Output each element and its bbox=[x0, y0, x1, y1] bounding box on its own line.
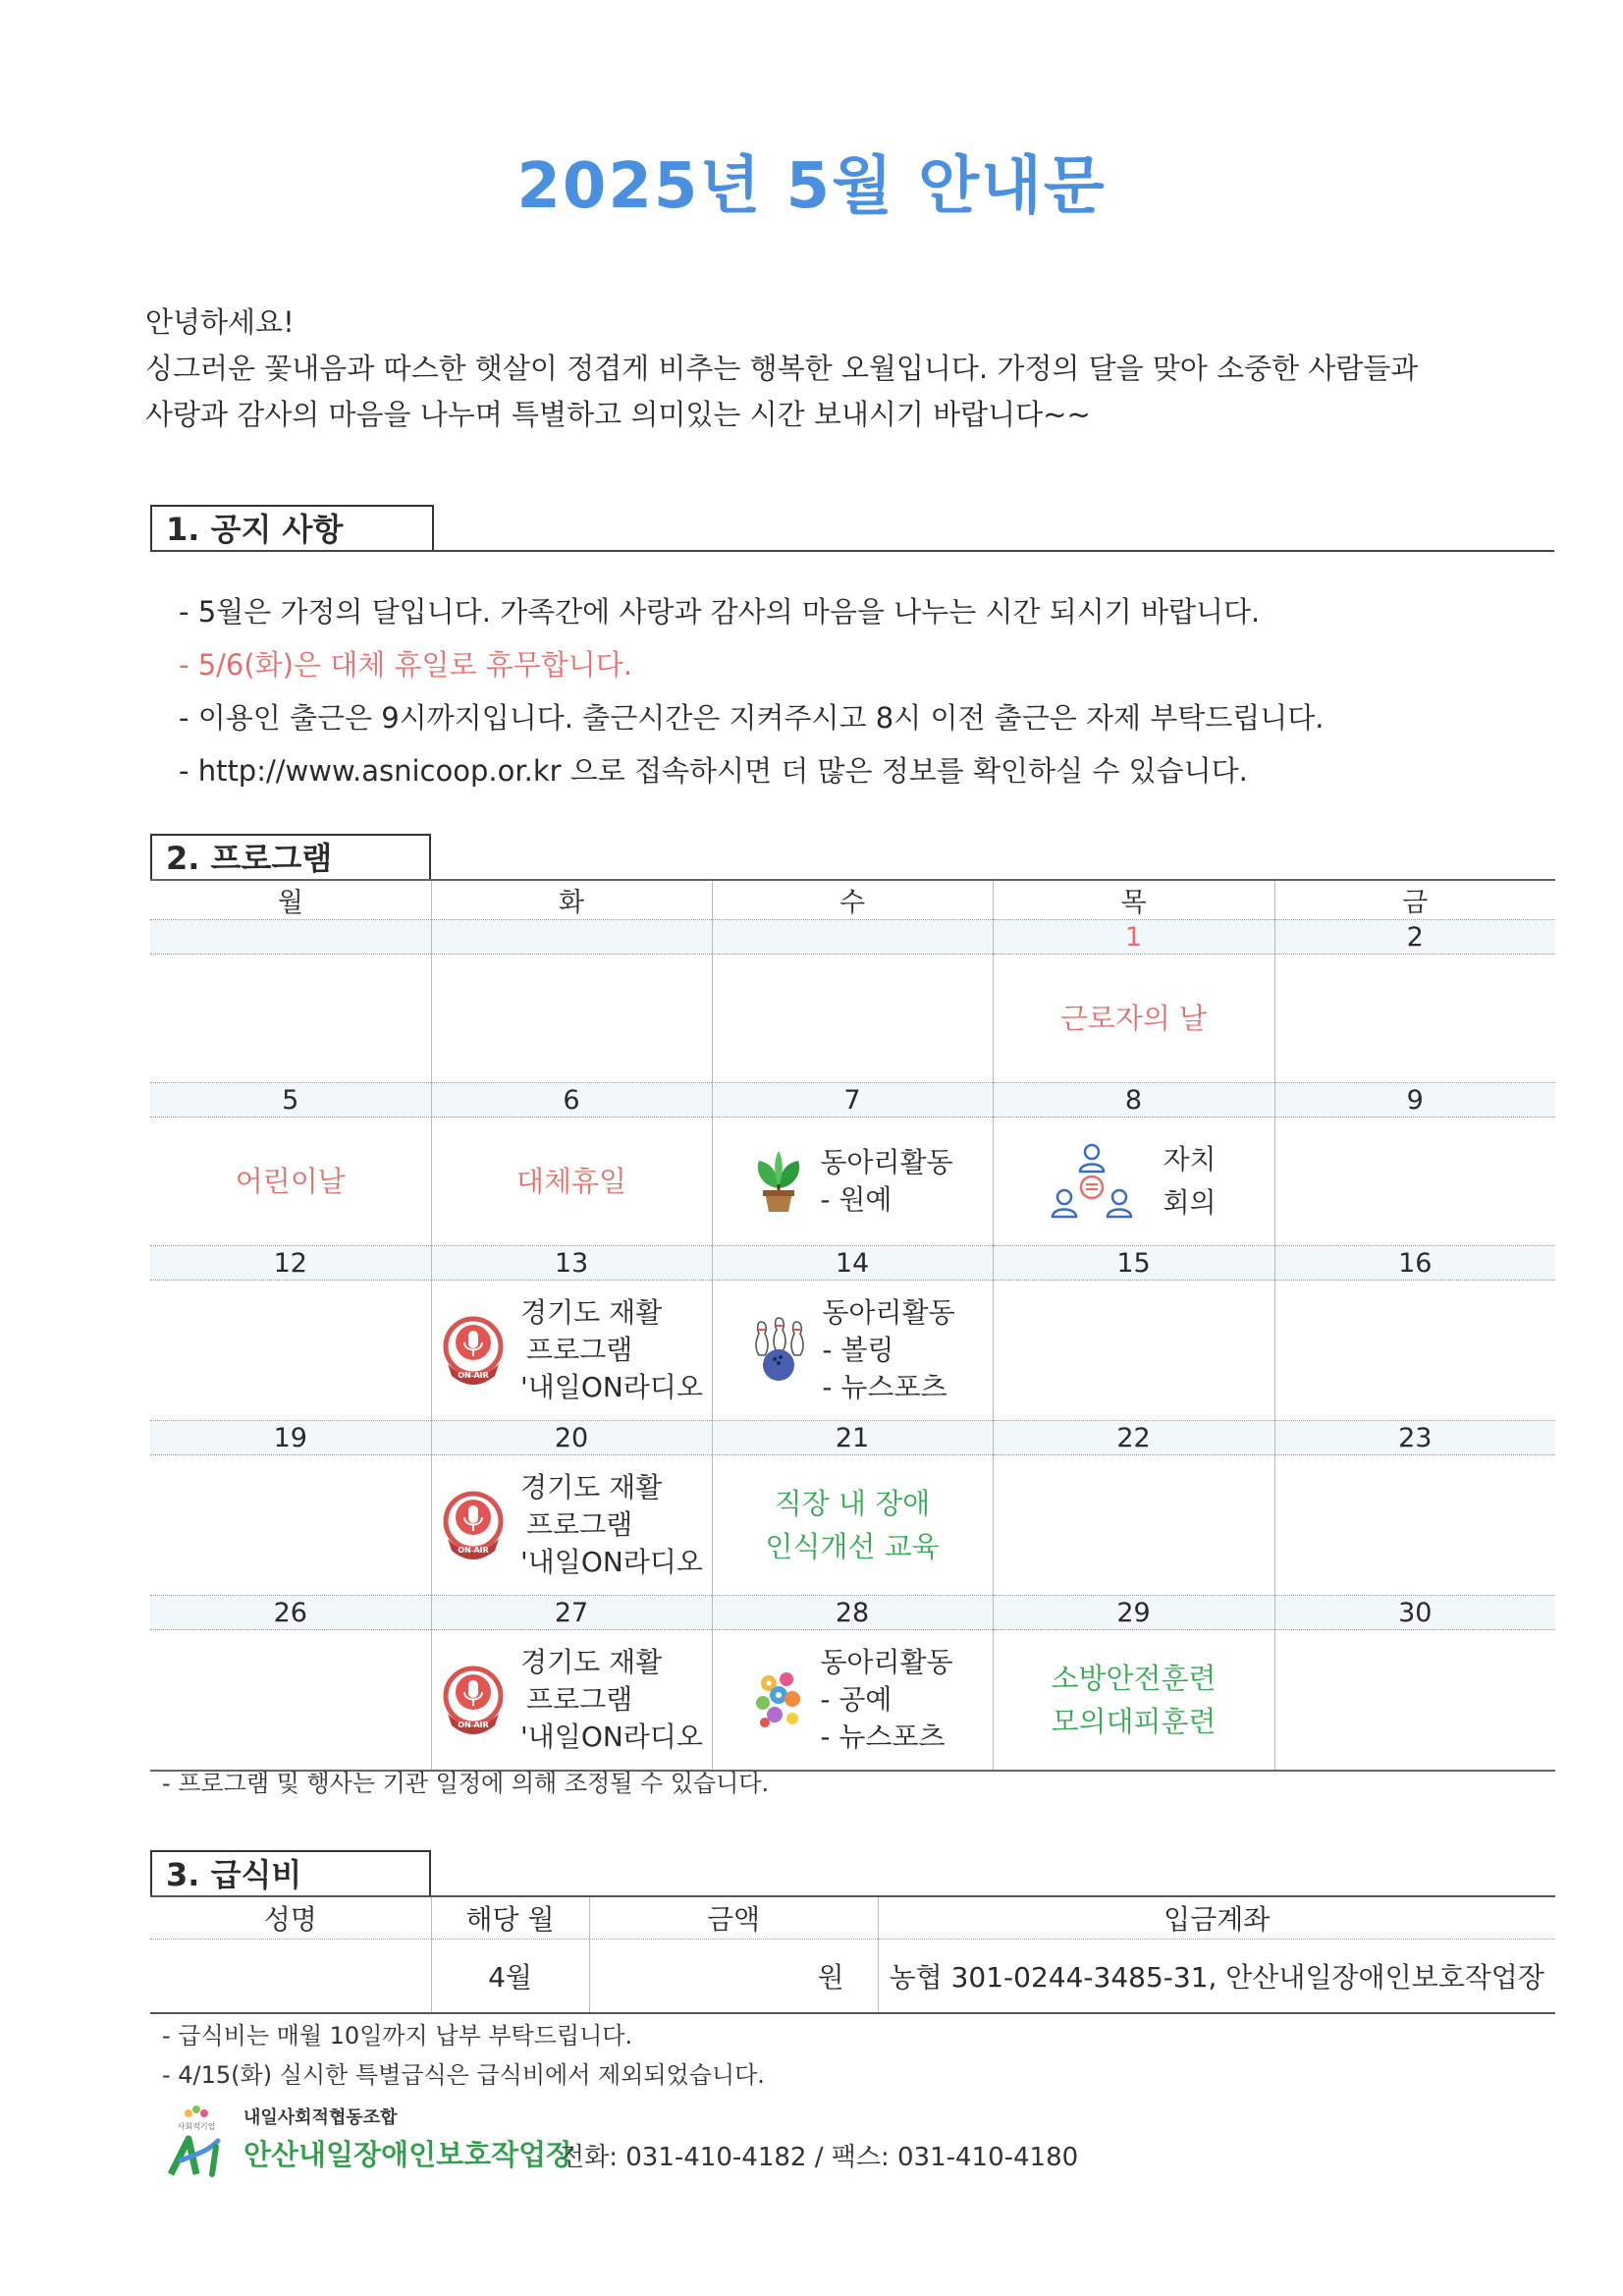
intro bbox=[145, 300, 1559, 438]
meeting-people-icon bbox=[1051, 1140, 1133, 1223]
date-cell: 30 bbox=[1274, 1596, 1555, 1630]
date-cell: 9 bbox=[1274, 1083, 1555, 1118]
event-cell bbox=[1274, 1281, 1555, 1421]
fee-note: - 급식비는 매월 10일까지 납부 부탁드립니다. bbox=[162, 2022, 633, 2050]
date-row bbox=[150, 920, 1555, 955]
date-cell: 2 bbox=[1274, 920, 1555, 955]
date-cell: 12 bbox=[150, 1246, 431, 1281]
event-row bbox=[150, 1455, 1555, 1596]
coop-name: 내일사회적협동조합 bbox=[243, 2107, 398, 2128]
event-cell bbox=[993, 1118, 1274, 1246]
header-account: 입금계좌 bbox=[878, 1896, 1555, 1940]
date-row bbox=[150, 1596, 1555, 1630]
event-cell bbox=[150, 955, 431, 1083]
substitute-holiday-label: 대체휴일 bbox=[515, 1165, 627, 1198]
fee-amount: 원 bbox=[589, 1940, 878, 2014]
event-line: 자치 bbox=[1163, 1143, 1217, 1175]
greeting: 안녕하세요! bbox=[145, 305, 295, 339]
org-name: 안산내일장애인보호작업장 bbox=[243, 2138, 574, 2171]
on-air-radio-icon bbox=[440, 1665, 507, 1735]
on-air-badge-text: ON AIR bbox=[458, 1546, 489, 1555]
on-air-radio-icon bbox=[440, 1490, 507, 1560]
event-line: 프로그램 bbox=[526, 1683, 633, 1716]
on-air-badge-text: ON AIR bbox=[458, 1371, 489, 1380]
weekday-wed: 수 bbox=[712, 880, 993, 920]
event-cell bbox=[431, 1281, 712, 1421]
weekday-tue: 화 bbox=[431, 880, 712, 920]
event-cell bbox=[1274, 1118, 1555, 1246]
fee-month: 4월 bbox=[431, 1940, 589, 2014]
weekday-thu: 목 bbox=[993, 880, 1274, 920]
event-line: - 볼링 bbox=[822, 1334, 894, 1366]
event-line: '내일ON라디오 bbox=[520, 1721, 703, 1753]
event-line: 프로그램 bbox=[526, 1334, 633, 1366]
event-cell bbox=[1274, 955, 1555, 1083]
date-row bbox=[150, 1246, 1555, 1281]
event-line: 동아리활동 bbox=[820, 1646, 953, 1678]
event-cell bbox=[993, 1281, 1274, 1421]
date-cell: 26 bbox=[150, 1596, 431, 1630]
event-line: 소방안전훈련 bbox=[1051, 1662, 1217, 1695]
date-cell: 5 bbox=[150, 1083, 431, 1118]
event-cell bbox=[150, 1118, 431, 1246]
date-cell: 28 bbox=[712, 1596, 993, 1630]
notice-item-website: - http://www.asnicoop.or.kr 으로 접속하시면 더 많은 정보를 확인하실 수 있습니다. bbox=[179, 744, 1553, 797]
fee-note: - 4/15(화) 실시한 특별급식은 급식비에서 제외되었습니다. bbox=[162, 2061, 765, 2089]
date-cell: 16 bbox=[1274, 1246, 1555, 1281]
event-line: 경기도 재활 bbox=[520, 1296, 663, 1329]
event-line: 회의 bbox=[1163, 1186, 1217, 1219]
event-line: 프로그램 bbox=[526, 1508, 633, 1541]
event-row bbox=[150, 1281, 1555, 1421]
date-cell: 19 bbox=[150, 1421, 431, 1455]
event-row bbox=[150, 1630, 1555, 1772]
event-line: - 뉴스포츠 bbox=[820, 1721, 946, 1753]
date-cell: 22 bbox=[993, 1421, 1274, 1455]
event-row bbox=[150, 955, 1555, 1083]
bowling-icon bbox=[749, 1316, 808, 1385]
date-cell: 7 bbox=[712, 1083, 993, 1118]
event-line: '내일ON라디오 bbox=[520, 1371, 703, 1403]
weekday-mon: 월 bbox=[150, 880, 431, 920]
notice-item-holiday: - 5/6(화)은 대체 휴일로 휴무합니다. bbox=[179, 638, 1553, 691]
contact-info: 전화: 031-410-4182 / 팩스: 031-410-4180 bbox=[560, 2143, 1079, 2172]
event-cell bbox=[993, 1630, 1274, 1772]
date-cell: 6 bbox=[431, 1083, 712, 1118]
date-cell: 20 bbox=[431, 1421, 712, 1455]
date-cell: 13 bbox=[431, 1246, 712, 1281]
event-line: 동아리활동 bbox=[820, 1146, 953, 1178]
org-logo-icon bbox=[167, 2100, 236, 2178]
event-cell bbox=[712, 1118, 993, 1246]
potted-plant-icon bbox=[751, 1149, 806, 1214]
event-line: '내일ON라디오 bbox=[520, 1546, 703, 1578]
weekday-fri: 금 bbox=[1274, 880, 1555, 920]
event-line: 동아리활동 bbox=[822, 1296, 955, 1329]
labor-day-label: 근로자의 날 bbox=[1059, 1002, 1208, 1035]
page-title: 2025년 5월 안내문 bbox=[516, 150, 1107, 223]
event-line: 경기도 재활 bbox=[520, 1646, 663, 1678]
fee-row bbox=[150, 1940, 1555, 2014]
date-cell: 15 bbox=[993, 1246, 1274, 1281]
event-line: - 공예 bbox=[820, 1683, 893, 1716]
event-line: 인식개선 교육 bbox=[765, 1530, 940, 1563]
date-cell bbox=[712, 920, 993, 955]
section1-heading: 1. 공지 사항 bbox=[150, 505, 434, 550]
notice-item: - 5월은 가정의 달입니다. 가족간에 사랑과 감사의 마음을 나누는 시간 되시기 바랍니다. bbox=[179, 585, 1553, 638]
event-cell bbox=[993, 1455, 1274, 1596]
program-note: - 프로그램 및 행사는 기관 일정에 의해 조정될 수 있습니다. bbox=[162, 1770, 770, 1797]
event-line: 모의대피훈련 bbox=[1051, 1705, 1217, 1738]
section2-heading: 2. 프로그램 bbox=[150, 834, 431, 879]
date-row bbox=[150, 1421, 1555, 1455]
event-line: - 원예 bbox=[820, 1183, 893, 1216]
header-name: 성명 bbox=[150, 1896, 431, 1940]
event-row bbox=[150, 1118, 1555, 1246]
craft-flowers-icon bbox=[751, 1666, 806, 1734]
date-row bbox=[150, 1083, 1555, 1118]
event-line: 경기도 재활 bbox=[520, 1471, 663, 1503]
date-cell bbox=[150, 920, 431, 955]
event-cell bbox=[712, 955, 993, 1083]
date-cell bbox=[431, 920, 712, 955]
meal-fee-table bbox=[150, 1895, 1555, 2014]
notice-item: - 이용인 출근은 9시까지입니다. 출근시간은 지켜주시고 8시 이전 출근은 자제 부탁드립니다. bbox=[179, 691, 1553, 744]
header-month: 해당 월 bbox=[431, 1896, 589, 1940]
event-cell bbox=[1274, 1455, 1555, 1596]
event-cell bbox=[712, 1455, 993, 1596]
event-cell bbox=[150, 1630, 431, 1772]
event-cell bbox=[431, 955, 712, 1083]
intro-line-2: 사랑과 감사의 마음을 나누며 특별하고 의미있는 시간 보내시기 바랍니다~~ bbox=[145, 398, 1091, 431]
notice-list bbox=[179, 585, 1553, 797]
section1-divider bbox=[150, 550, 1554, 552]
date-cell: 21 bbox=[712, 1421, 993, 1455]
event-cell bbox=[431, 1630, 712, 1772]
event-cell bbox=[993, 955, 1274, 1083]
logo-caption: 사회적기업 bbox=[177, 2122, 216, 2131]
event-cell bbox=[150, 1281, 431, 1421]
event-cell bbox=[1274, 1630, 1555, 1772]
header-amount: 금액 bbox=[589, 1896, 878, 1940]
event-cell bbox=[712, 1630, 993, 1772]
event-line: - 뉴스포츠 bbox=[822, 1371, 947, 1403]
intro-line-1: 싱그러운 꽃내음과 따스한 햇살이 정겹게 비추는 행복한 오월입니다. 가정의 달을 맞아 소중한 사람들과 bbox=[145, 352, 1419, 385]
on-air-radio-icon bbox=[440, 1315, 507, 1386]
event-cell bbox=[150, 1455, 431, 1596]
date-cell: 27 bbox=[431, 1596, 712, 1630]
date-cell: 8 bbox=[993, 1083, 1274, 1118]
date-cell: 23 bbox=[1274, 1421, 1555, 1455]
event-cell bbox=[431, 1455, 712, 1596]
fee-name bbox=[150, 1940, 431, 2014]
on-air-badge-text: ON AIR bbox=[458, 1721, 489, 1729]
childrens-day-label: 어린이날 bbox=[235, 1165, 346, 1198]
date-cell: 29 bbox=[993, 1596, 1274, 1630]
program-calendar bbox=[150, 879, 1555, 1772]
date-cell: 1 bbox=[993, 920, 1274, 955]
event-cell bbox=[431, 1118, 712, 1246]
fee-header-row bbox=[150, 1896, 1555, 1940]
date-cell: 14 bbox=[712, 1246, 993, 1281]
fee-account: 농협 301-0244-3485-31, 안산내일장애인보호작업장 bbox=[878, 1940, 1555, 2014]
weekday-header-row bbox=[150, 880, 1555, 920]
footer bbox=[167, 2092, 1149, 2180]
event-cell bbox=[712, 1281, 993, 1421]
section3-heading: 3. 급식비 bbox=[150, 1850, 431, 1895]
event-line: 직장 내 장애 bbox=[774, 1487, 931, 1520]
